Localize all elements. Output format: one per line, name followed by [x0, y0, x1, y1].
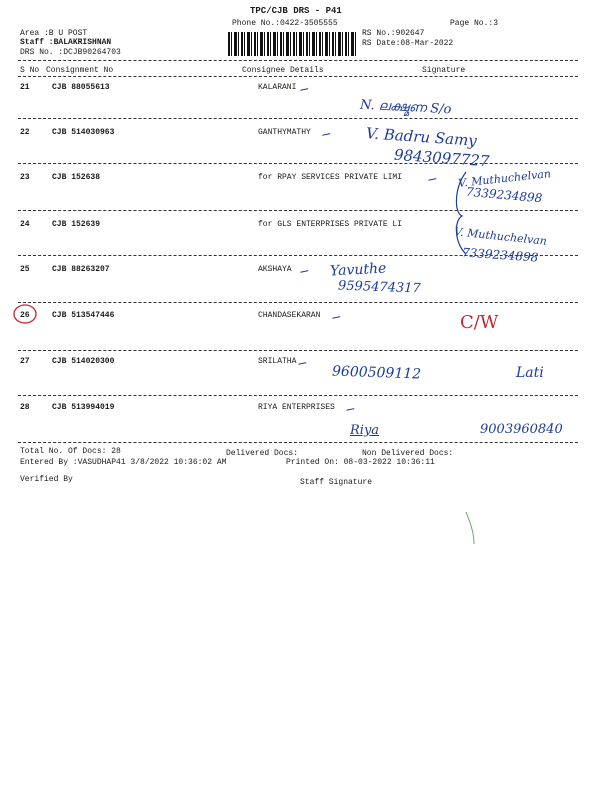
staff-label: Staff :	[20, 38, 54, 47]
row-consignee: CHANDASEKARAN	[258, 311, 321, 320]
row-consignee: for GLS ENTERPRISES PRIVATE LI	[258, 220, 403, 229]
drs-number: DRS No. :DCJB90264703	[20, 48, 121, 57]
row-divider	[18, 163, 578, 164]
row-consignment: CJB 152638	[52, 173, 101, 182]
red-circle-mark	[11, 303, 39, 325]
document-title: TPC/CJB DRS - P41	[250, 6, 342, 16]
tick-mark	[298, 359, 307, 365]
non-delivered-docs: Non Delivered Docs:	[362, 449, 454, 458]
row-consignment: CJB 513994019	[52, 403, 115, 412]
handwritten-phone: 9595474317	[337, 278, 421, 297]
phone-number: Phone No.:0422-3505555	[232, 19, 338, 28]
row-sno: 22	[20, 128, 30, 137]
row-divider	[18, 350, 578, 351]
col-consignee: Consignee Details	[242, 66, 324, 75]
handwritten-name: V. Badru Samy	[365, 124, 478, 150]
rs-date: RS Date:08-Mar-2022	[362, 39, 454, 48]
tick-mark	[300, 85, 309, 91]
row-divider	[18, 302, 578, 303]
cw-mark: C/W	[460, 312, 499, 333]
tick-mark	[332, 313, 341, 319]
column-divider	[18, 76, 578, 77]
handwritten-name: Yavuthe	[329, 260, 387, 280]
row-divider	[18, 395, 578, 396]
row-consignee: for RPAY SERVICES PRIVATE LIMI	[258, 173, 403, 182]
row-sno: 23	[20, 173, 30, 182]
rs-number: RS No.:902647	[362, 29, 425, 38]
barcode	[228, 32, 356, 56]
handwritten-name: V. Muthuchelvan	[457, 167, 552, 190]
row-consignment: CJB 513547446	[52, 311, 115, 320]
handwritten-name: V. Muthuchelvan	[453, 225, 548, 248]
col-sno: S No	[20, 66, 40, 75]
row-sno: 21	[20, 83, 30, 92]
row-consignment: CJB 88055613	[52, 83, 110, 92]
handwritten-phone: 7339234898	[465, 184, 543, 206]
staff-name: BALAKRISHNAN	[53, 38, 112, 47]
row-sno: 25	[20, 265, 30, 274]
row-sno: 27	[20, 357, 30, 366]
handwritten-phone: 9843097727	[393, 145, 490, 171]
header-divider	[18, 60, 578, 61]
handwritten-phone: 9003960840	[480, 422, 563, 437]
row-consignee: RIYA ENTERPRISES	[258, 403, 335, 412]
row-consignee: SRILATHA	[258, 357, 297, 366]
row-consignee: KALARANI	[258, 83, 297, 92]
footer-divider	[18, 442, 578, 443]
row-divider	[18, 118, 578, 119]
tick-mark	[346, 405, 355, 411]
row-sno: 26	[20, 311, 30, 320]
col-consignment: Consignment No	[46, 66, 114, 75]
handwritten-name: N. ലക്ഷ്മണ S/o	[359, 97, 452, 118]
tick-mark	[322, 130, 331, 136]
tick-mark	[428, 175, 437, 181]
col-signature: Signature	[422, 66, 466, 75]
entered-by: Entered By :VASUDHAP41 3/8/2022 10:36:02 AM	[20, 458, 227, 467]
printed-on: Printed On: 08-03-2022 10:36:11	[286, 458, 435, 467]
handwritten-name: Riya	[350, 423, 380, 438]
row-consignment: CJB 152639	[52, 220, 101, 229]
row-divider	[18, 210, 578, 211]
handwritten-phone: 7339234898	[461, 245, 539, 265]
area-field: Area :B U POST	[20, 29, 88, 38]
row-consignee: GANTHYMATHY	[258, 128, 311, 137]
staff-signature-label: Staff Signature	[300, 478, 373, 487]
row-sno: 24	[20, 220, 30, 229]
verified-by: Verified By	[20, 475, 73, 484]
row-consignee: AKSHAYA	[258, 265, 292, 274]
page-number: Page No.:3	[450, 19, 499, 28]
row-sno: 28	[20, 403, 30, 412]
row-consignment: CJB 514030963	[52, 128, 115, 137]
delivered-docs: Delivered Docs:	[226, 449, 299, 458]
staff-field	[20, 38, 111, 47]
handwritten-signature: Lati	[516, 365, 544, 381]
tick-mark	[300, 267, 309, 273]
pen-stroke	[462, 508, 482, 548]
total-docs: Total No. Of Docs: 28	[20, 447, 121, 456]
row-consignment: CJB 514020300	[52, 357, 115, 366]
handwritten-phone: 9600509112	[331, 363, 422, 383]
row-consignment: CJB 88263207	[52, 265, 110, 274]
